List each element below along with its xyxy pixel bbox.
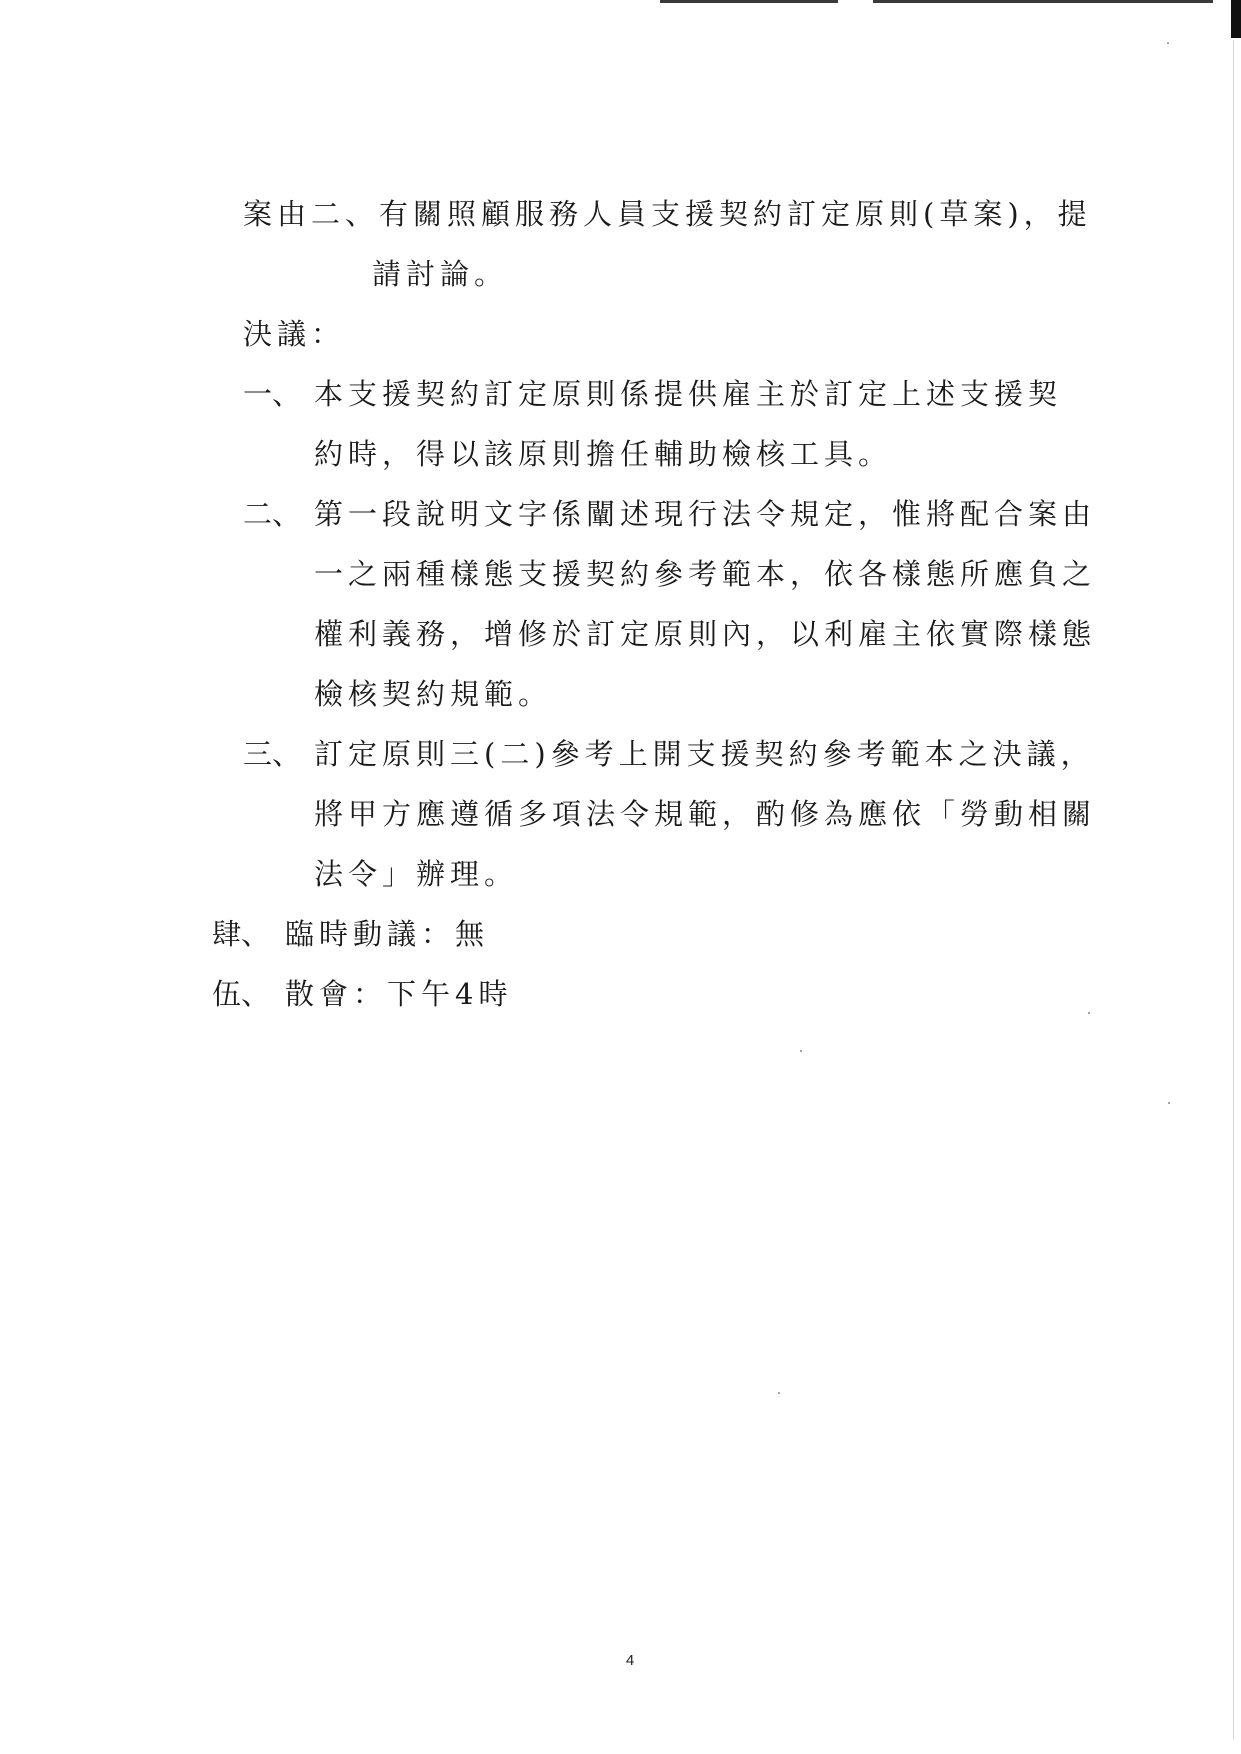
section-four-marker: 肆、: [212, 917, 271, 951]
resolution-2-line-2: 一之兩種樣態支援契約參考範本，依各樣態所應負之: [314, 557, 1097, 591]
resolution-3-marker: 三、: [243, 737, 302, 771]
case-title-line-1: 案由二、有關照顧服務人員支援契約訂定原則(草案)，提: [243, 197, 1092, 231]
scan-speck: [800, 1050, 802, 1052]
resolution-1-line-1: 本支援契約訂定原則係提供雇主於訂定上述支援契: [314, 377, 1063, 411]
scan-artifact-edge: [1233, 40, 1234, 1740]
resolution-2-line-1: 第一段說明文字係闡述現行法令規定，惟將配合案由: [314, 497, 1097, 531]
resolution-1-marker: 一、: [243, 377, 302, 411]
scan-speck: [1088, 1012, 1090, 1014]
section-five-marker: 伍、: [212, 977, 271, 1011]
resolution-3-line-2: 將甲方應遵循多項法令規範，酌修為應依「勞動相關: [314, 797, 1097, 831]
resolution-3-line-1: 訂定原則三(二)參考上開支援契約參考範本之決議，: [314, 737, 1095, 771]
resolution-2-line-4: 檢核契約規範。: [314, 677, 553, 711]
case-title-line-2: 請討論。: [372, 257, 509, 291]
resolution-2-marker: 二、: [243, 497, 302, 531]
resolution-heading: 決議：: [243, 317, 346, 351]
resolution-1-line-2: 約時，得以該原則擔任輔助檢核工具。: [314, 437, 893, 471]
section-four-text: 臨時動議：無: [285, 917, 490, 951]
scan-artifact-corner-mark: [1231, 0, 1241, 38]
scan-speck: [1167, 42, 1169, 44]
section-five-text: 散會：下午4時: [285, 977, 513, 1011]
scan-artifact-top-line: [873, 0, 1213, 3]
resolution-3-line-3: 法令」辦理。: [314, 857, 519, 891]
scan-speck: [1168, 1102, 1170, 1104]
scan-artifact-top-line: [660, 0, 838, 3]
resolution-2-line-3: 權利義務，增修於訂定原則內，以利雇主依實際樣態: [314, 617, 1097, 651]
scan-speck: [778, 1392, 780, 1394]
page-number: 4: [625, 1652, 635, 1669]
